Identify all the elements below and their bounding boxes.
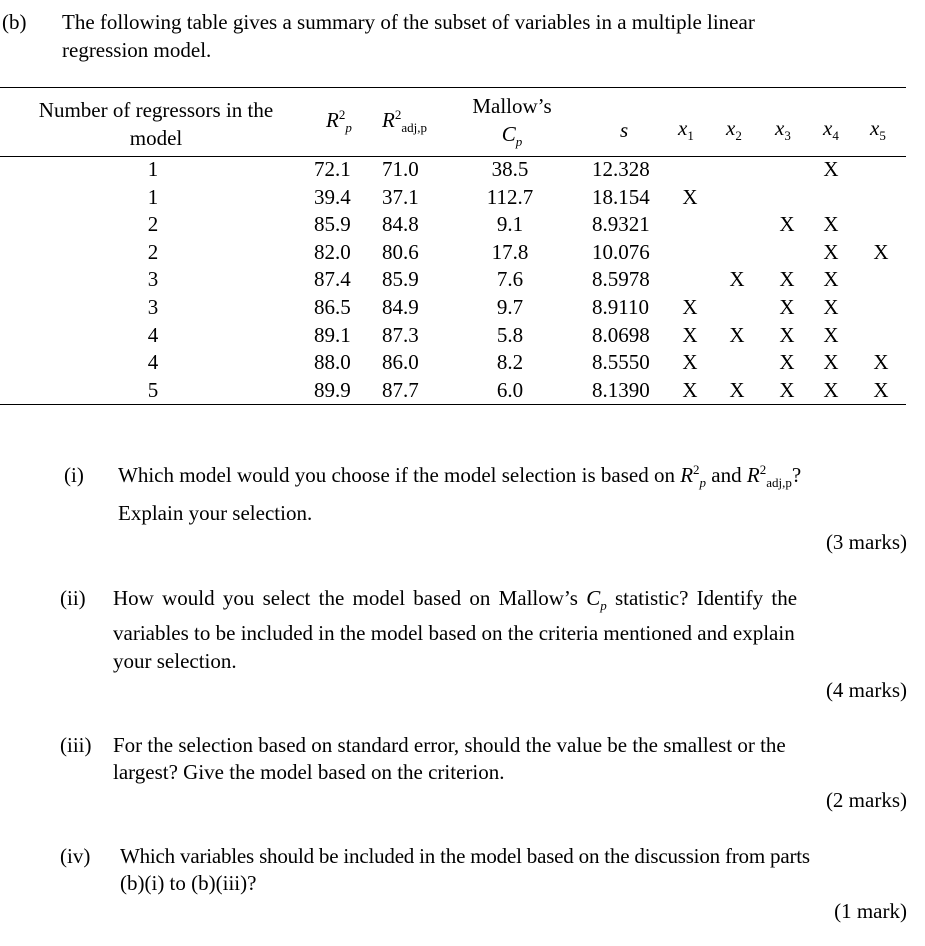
- cell-cp: 17.8: [491, 239, 529, 264]
- header-s: s: [620, 118, 629, 142]
- cell-cp: 112.7: [486, 184, 534, 209]
- cell-x4: X: [823, 267, 839, 292]
- cell-rp2: 89.9: [314, 377, 351, 402]
- cell-cp: 9.1: [496, 212, 524, 237]
- cell-rp2: 72.1: [314, 157, 351, 181]
- cell-rp2: 85.9: [314, 212, 351, 237]
- cell-radj: 86.0: [382, 350, 419, 375]
- question-i-rp2: $R^2_p$: [680, 462, 707, 491]
- cell-x5: X: [873, 350, 889, 375]
- question-i-label: (i): [64, 463, 84, 487]
- cell-rp2: 86.5: [314, 295, 351, 319]
- table-header-rule: [0, 156, 906, 157]
- cell-rp2: 82.0: [314, 239, 351, 264]
- cell-s: 8.9321: [592, 212, 650, 237]
- header-regressors: [22, 96, 290, 152]
- header-x4: $x_4$: [823, 116, 839, 144]
- cell-n: 5: [147, 377, 159, 402]
- cell-x4: X: [823, 295, 839, 319]
- cell-s: 8.5550: [592, 350, 650, 375]
- cell-radj: 85.9: [382, 267, 419, 292]
- cell-n: 3: [147, 267, 159, 292]
- cell-radj: 80.6: [382, 239, 419, 264]
- cell-x3: X: [779, 295, 795, 319]
- cell-x4: X: [823, 157, 839, 181]
- cell-cp: 8.2: [496, 350, 524, 375]
- cell-n: 3: [147, 295, 159, 319]
- cell-n: 2: [147, 212, 159, 237]
- cell-radj: 37.1: [382, 184, 419, 209]
- cell-cp: 6.0: [496, 377, 524, 402]
- cell-n: 4: [147, 322, 159, 347]
- question-ii-marks: (4 marks): [825, 678, 907, 702]
- cell-n: 1: [147, 157, 159, 181]
- cell-x3: X: [779, 350, 795, 375]
- cell-radj: 84.8: [382, 212, 419, 237]
- question-iv-marks: (1 mark): [834, 899, 907, 923]
- cell-x5: X: [873, 239, 889, 264]
- cell-n: 1: [147, 184, 159, 209]
- header-rp2: $R^2_p$: [326, 107, 352, 136]
- question-ii-line2: variables to be included in the model based on the criteria mentioned and explain: [113, 621, 795, 645]
- header-mallow-line1: Mallow’s: [472, 94, 552, 118]
- cell-x1: X: [682, 377, 698, 402]
- cell-radj: 71.0: [382, 157, 419, 181]
- question-iii-line2: largest? Give the model based on the criterion.: [113, 760, 505, 784]
- cell-s: 8.1390: [592, 377, 650, 402]
- cell-x3: X: [779, 322, 795, 347]
- header-regressors-line1: Number of regressors in the: [38, 98, 274, 122]
- cell-x1: X: [682, 322, 698, 347]
- table-top-rule: [0, 87, 906, 88]
- header-mallow: [466, 92, 558, 148]
- cell-s: 12.328: [592, 157, 650, 181]
- question-i-marks: (3 marks): [825, 530, 907, 554]
- table-bottom-rule: [0, 404, 906, 405]
- cell-x5: X: [873, 377, 889, 402]
- cell-x4: X: [823, 239, 839, 264]
- cell-radj: 87.3: [382, 322, 419, 347]
- cell-x1: X: [682, 350, 698, 375]
- cell-cp: 38.5: [491, 157, 529, 181]
- header-x1: $x_1$: [678, 116, 694, 144]
- question-iv-line1: Which variables should be included in the model based on the discussion from parts: [120, 844, 810, 868]
- cell-x3: X: [779, 212, 795, 237]
- header-regressors-line2: model: [129, 126, 183, 150]
- cell-s: 8.5978: [592, 267, 650, 292]
- question-i-line2: Explain your selection.: [118, 501, 313, 525]
- cell-rp2: 89.1: [314, 322, 351, 347]
- question-ii-line1: How would you select the model based on Mallow’s $C_p$ statistic? Identify the: [113, 586, 798, 614]
- cell-cp: 7.6: [496, 267, 524, 292]
- cell-n: 4: [147, 350, 159, 375]
- cell-x2: X: [729, 322, 745, 347]
- question-ii-line3: your selection.: [113, 649, 237, 673]
- cell-rp2: 39.4: [314, 184, 351, 209]
- cell-x4: X: [823, 350, 839, 375]
- cell-s: 8.0698: [592, 322, 650, 347]
- cell-x1: X: [682, 295, 698, 319]
- intro-line-2: regression model.: [62, 38, 212, 62]
- cell-radj: 87.7: [382, 377, 419, 402]
- cell-radj: 84.9: [382, 295, 419, 319]
- cell-x2: X: [729, 377, 745, 402]
- cell-x3: X: [779, 377, 795, 402]
- cell-x4: X: [823, 212, 839, 237]
- cell-cp: 5.8: [496, 322, 524, 347]
- question-iv-label: (iv): [60, 844, 91, 868]
- cell-x4: X: [823, 377, 839, 402]
- question-ii-label: (ii): [60, 586, 86, 610]
- intro-line-1: The following table gives a summary of the subset of variables in a multiple linear: [62, 10, 755, 34]
- question-iii-label: (iii): [60, 733, 92, 757]
- question-iv-line2: (b)(i) to (b)(iii)?: [120, 871, 257, 895]
- cell-s: 10.076: [592, 239, 650, 264]
- header-x3: $x_3$: [775, 116, 791, 144]
- question-iii-line1: For the selection based on standard error, should the value be the smallest or the: [113, 733, 786, 757]
- question-iii-marks: (2 marks): [825, 788, 907, 812]
- cell-s: 18.154: [592, 184, 650, 209]
- cell-s: 8.9110: [592, 295, 649, 319]
- header-x5: $x_5$: [870, 116, 886, 144]
- question-i-line1: Which model would you choose if the model selection is based on $R^2_p$ and $R^2_{adj,p}$?: [118, 462, 802, 491]
- question-i-radj: $R^2_{adj,p}$: [746, 462, 792, 491]
- header-mallow-cp: $C_p$: [501, 122, 523, 150]
- header-x2: $x_2$: [726, 116, 742, 144]
- cell-rp2: 88.0: [314, 350, 351, 375]
- cell-x4: X: [823, 322, 839, 347]
- cell-x2: X: [729, 267, 745, 292]
- cell-x3: X: [779, 267, 795, 292]
- cell-cp: 9.7: [496, 295, 524, 319]
- cell-rp2: 87.4: [314, 267, 351, 292]
- part-label: (b): [2, 10, 27, 34]
- cell-n: 2: [147, 239, 159, 264]
- question-ii-cp: $C_p$: [586, 586, 607, 614]
- cell-x1: X: [682, 184, 698, 209]
- header-radj: $R^2_{adj,p}$: [382, 107, 427, 136]
